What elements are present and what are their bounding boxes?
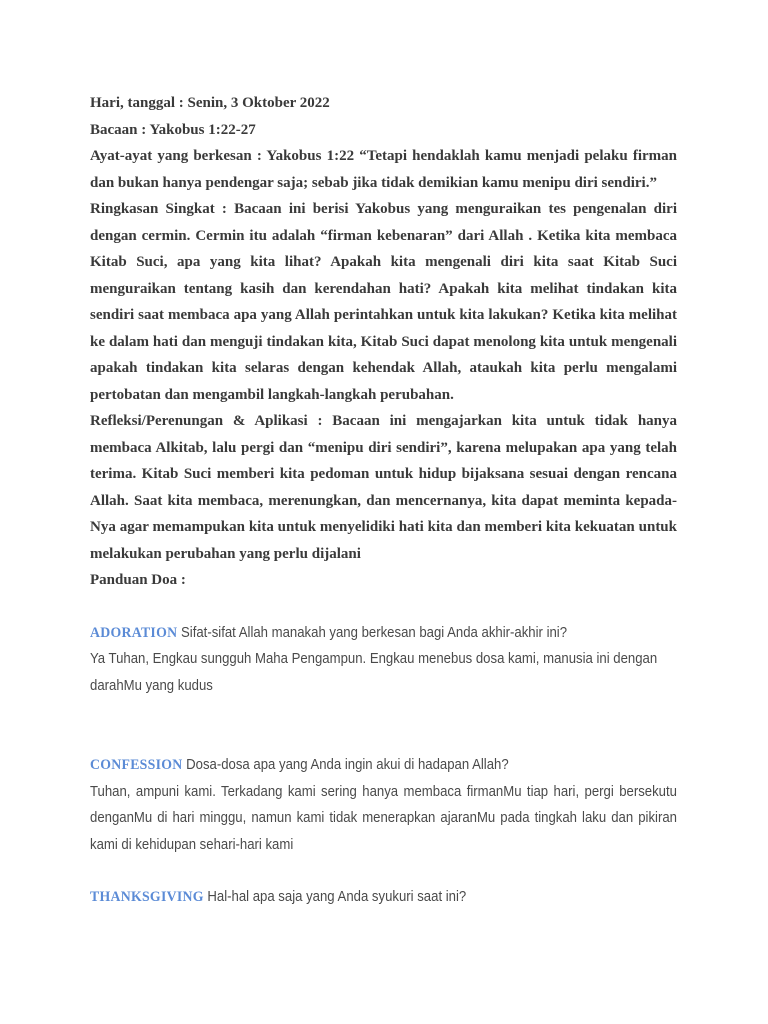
document-body <box>90 90 677 911</box>
reflection-paragraph <box>90 408 677 567</box>
confession-keyword: CONFESSION <box>90 757 183 773</box>
reflection-label: Refleksi/Perenungan & Aplikasi : <box>90 413 323 429</box>
summary-label: Ringkasan Singkat : <box>90 201 227 217</box>
spacer <box>90 858 677 884</box>
spacer <box>90 699 677 752</box>
summary-paragraph <box>90 196 677 408</box>
confession-answer: Tuhan, ampuni kami. Terkadang kami sering hanya membaca firmanMu tiap hari, pergi bersekutu denganMu di hari minggu, namun kami tidak menerapkan ajaranMu pada tingkah laku dan pikiran kami di kehidupan sehari-hari kami <box>90 783 677 853</box>
verse-label: Ayat-ayat yang berkesan : <box>90 148 262 164</box>
adoration-answer: Ya Tuhan, Engkau sungguh Maha Pengampun. Engkau menebus dosa kami, manusia ini dengan darahMu yang kudus <box>90 651 658 694</box>
prayer-guide-heading: Panduan Doa : <box>90 572 186 588</box>
confession-question-text: Dosa-dosa apa yang Anda ingin akui di hadapan Allah? <box>182 757 509 773</box>
date-line: Hari, tanggal : Senin, 3 Oktober 2022 <box>90 95 330 111</box>
verse-text: Yakobus 1:22 “Tetapi hendaklah kamu menjadi pelaku firman dan bukan hanya pendengar saja; sebab jika tidak demikian kamu menipu diri sendiri.” <box>90 148 677 191</box>
confession-question <box>90 752 677 779</box>
adoration-question <box>90 620 677 647</box>
adoration-question-text: Sifat-sifat Allah manakah yang berkesan bagi Anda akhir-akhir ini? <box>177 624 568 641</box>
reflection-text: Bacaan ini mengajarkan kita untuk tidak hanya membaca Alkitab, lalu pergi dan “menipu diri sendiri”, karena melupakan apa yang telah terima. Kitab Suci memberi kita pedoman untuk hidup bijaksana sesuai dengan rencana Allah. Saat kita membaca, merenungkan, dan mencernanya, kita dapat meminta kepada-Nya agar memampukan kita untuk menyelidiki hati kita dan memberi kita kekuatan untuk melakukan perubahan yang perlu dijalani <box>90 413 678 562</box>
thanksgiving-question <box>90 884 677 911</box>
summary-text: Bacaan ini berisi Yakobus yang menguraikan tes pengenalan diri dengan cermin. Cermin itu adalah “firman kebenaran” dari Allah . Ketika kita membaca Kitab Suci, apa yang kita lihat? Apakah kita mengenali diri kita saat Kitab Suci menguraikan tentang kasih dan kerendahan hati? Apakah kita melihat tindakan kita sendiri saat membaca apa yang Allah perintahkan untuk kita lakukan? Ketika kita melihat ke dalam hati dan menguji tindakan kita, Kitab Suci dapat menolong kita untuk mengenali apakah tindakan kita selaras dengan kehendak Allah, ataukah kita perlu mengalami pertobatan dan mengambil langkah-langkah perubahan. <box>90 201 678 403</box>
spacer <box>90 594 677 620</box>
reading-line: Bacaan : Yakobus 1:22-27 <box>90 121 256 138</box>
adoration-keyword: ADORATION <box>90 624 178 641</box>
thanksgiving-keyword: THANKSGIVING <box>90 889 204 905</box>
thanksgiving-question-text: Hal-hal apa saja yang Anda syukuri saat ini? <box>203 889 467 905</box>
verse-paragraph <box>90 143 677 196</box>
